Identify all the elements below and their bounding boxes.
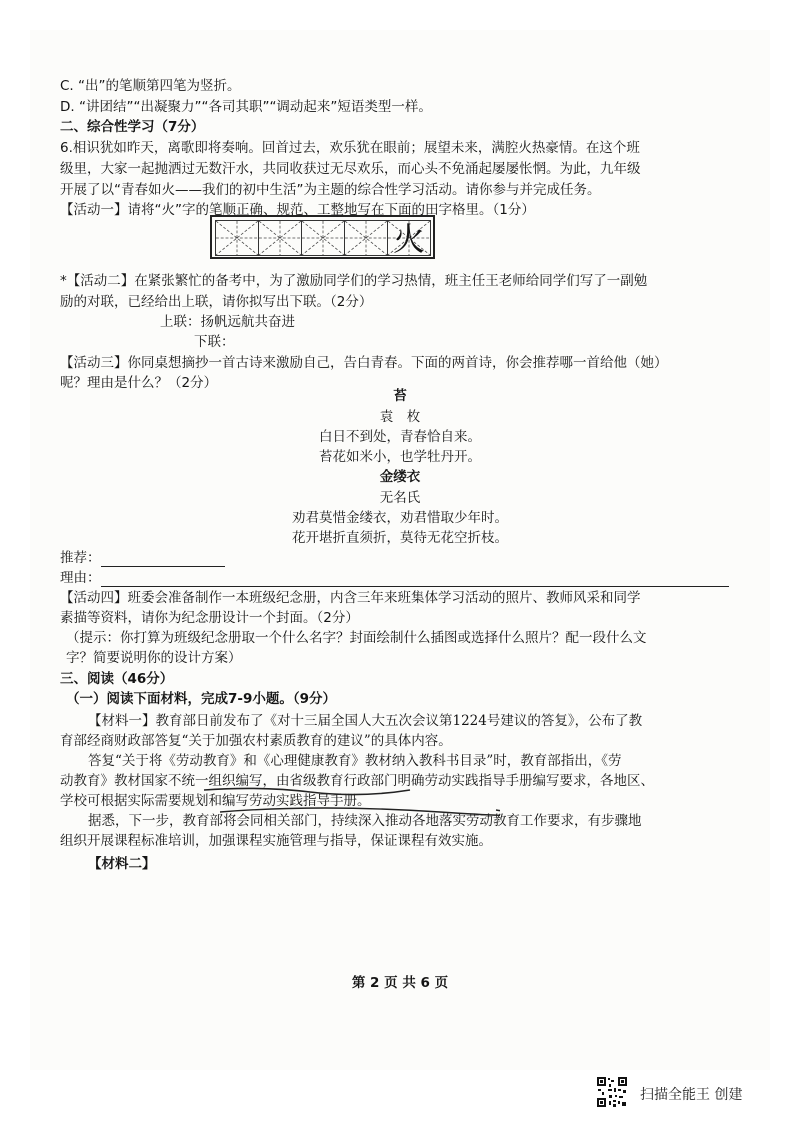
upper-couplet: 上联：扬帆远航共奋进 <box>160 314 295 330</box>
option-d: D. “讲团结”“出凝聚力”“各司其职”“调动起来”短语类型一样。 <box>60 99 432 115</box>
material-1-line-6: 据悉，下一步，教育部将会同相关部门，持续深入推动各地落实劳动教育工作要求，有步骤地 <box>88 813 642 829</box>
q6-text-1: 6.相识犹如昨天，离歌即将奏响。回首过去，欢乐犹在眼前；展望未来，满腔火热豪情。在这个班 <box>60 140 640 156</box>
poem-2-line-1: 劝君莫惜金缕衣，劝君惜取少年时。 <box>292 510 508 526</box>
recommend-answer-blank[interactable] <box>101 553 225 567</box>
grid-cell[interactable] <box>215 220 259 256</box>
grid-cell[interactable] <box>344 220 388 256</box>
poem-1-title: 苔 <box>393 388 407 404</box>
grid-cell[interactable] <box>387 220 431 256</box>
reason-answer-blank[interactable] <box>101 573 729 587</box>
poem-2-author: 无名氏 <box>379 490 421 506</box>
poem-2-title: 金缕衣 <box>379 469 421 485</box>
activity-3-line-1: 【活动三】你同桌想摘抄一首古诗来激励自己，告白青春。下面的两首诗，你会推荐哪一首给他（她） <box>60 355 668 371</box>
grid-cell[interactable] <box>258 220 302 256</box>
grid-char <box>259 221 301 255</box>
activity-2-line-1: *【活动二】在紧张繁忙的备考中，为了激励同学们的学习热情，班主任王老师给同学们写了一副勉 <box>60 273 648 289</box>
lower-couplet-label: 下联： <box>194 334 235 350</box>
option-c: C. “出”的笔顺第四笔为竖折。 <box>60 78 241 94</box>
page-number: 第 2 页 共 6 页 <box>351 975 449 991</box>
section-3-heading: 三、阅读（46分） <box>60 671 174 687</box>
activity-4-line-1: 【活动四】班委会准备制作一本班级纪念册，内含三年来班集体学习活动的照片、教师风采和同学 <box>60 590 641 606</box>
q6-text-2: 级里，大家一起抛洒过无数汗水，共同收获过无尽欢乐，而心头不免涌起屡屡怅惘。为此，九年级 <box>60 161 641 177</box>
recommend-label: 推荐： <box>60 550 101 566</box>
poem-1-line-1: 白日不到处，青春恰自来。 <box>319 429 481 445</box>
recommend-row <box>60 549 225 567</box>
poem-2-line-2: 花开堪折直须折，莫待无花空折枝。 <box>292 530 508 546</box>
material-1-line-3: 答复“关于将《劳动教育》和《心理健康教育》教材纳入教科书目录”时，教育部指出，《劳 <box>88 753 622 769</box>
material-1-line-1: 【材料一】教育部日前发布了《对十三届全国人大五次会议第1224号建议的答复》，公布了教 <box>88 713 643 729</box>
handwritten-underline <box>200 784 500 824</box>
material-2-heading: 【材料二】 <box>88 856 156 872</box>
grid-char <box>216 221 258 255</box>
activity-2-line-2: 励的对联，已经给出上联，请你拟写出下联。（2分） <box>60 294 373 310</box>
material-1-line-7: 组织开展课程标准培训，加强课程实施管理与指导，保证课程有效实施。 <box>60 833 492 849</box>
reason-row <box>60 569 729 587</box>
tip-line-1: （提示：你打算为班级纪念册取一个什么名字？封面绘制什么插图或选择什么照片？配一段什么文 <box>66 630 647 646</box>
activity-1: 【活动一】请将“火”字的笔顺正确、规范、工整地写在下面的田字格里。（1分） <box>60 202 535 218</box>
activity-3-line-2: 呢？理由是什么？（2分） <box>60 375 218 391</box>
material-1-line-5: 学校可根据实际需要规划和编写劳动实践指导手册。 <box>60 793 371 809</box>
scanner-brand-text: 扫描全能王 创建 <box>640 1087 743 1103</box>
grid-char: 火 <box>392 220 425 256</box>
poem-1-line-2: 苔花如米小，也学牡丹开。 <box>319 449 481 465</box>
qr-code-icon <box>596 1076 628 1108</box>
exam-page <box>30 30 770 1070</box>
material-1-line-4: 动教育》教材国家不统一组织编写，由省级教育行政部门明确劳动实践指导手册编写要求，各地区、 <box>60 773 654 789</box>
activity-4-line-2: 素描等资料，请你为纪念册设计一个封面。（2分） <box>60 610 359 626</box>
tip-line-2: 字？简要说明你的设计方案） <box>66 650 242 666</box>
section-2-heading: 二、综合性学习（7分） <box>60 119 205 135</box>
grid-cell[interactable] <box>301 220 345 256</box>
poem-1-author: 袁 枚 <box>379 409 421 425</box>
grid-char <box>302 221 344 255</box>
tianzige-grid <box>210 215 435 259</box>
grid-char <box>345 221 387 255</box>
q6-text-3: 开展了以“青春如火——我们的初中生活”为主题的综合性学习活动。请你参与并完成任务。 <box>60 182 601 198</box>
reason-label: 理由： <box>60 570 101 586</box>
subsection-1-heading: （一）阅读下面材料，完成7-9小题。（9分） <box>66 691 337 707</box>
material-1-line-2: 育部经商财政部答复“关于加强农村素质教育的建议”的具体内容。 <box>60 733 452 749</box>
